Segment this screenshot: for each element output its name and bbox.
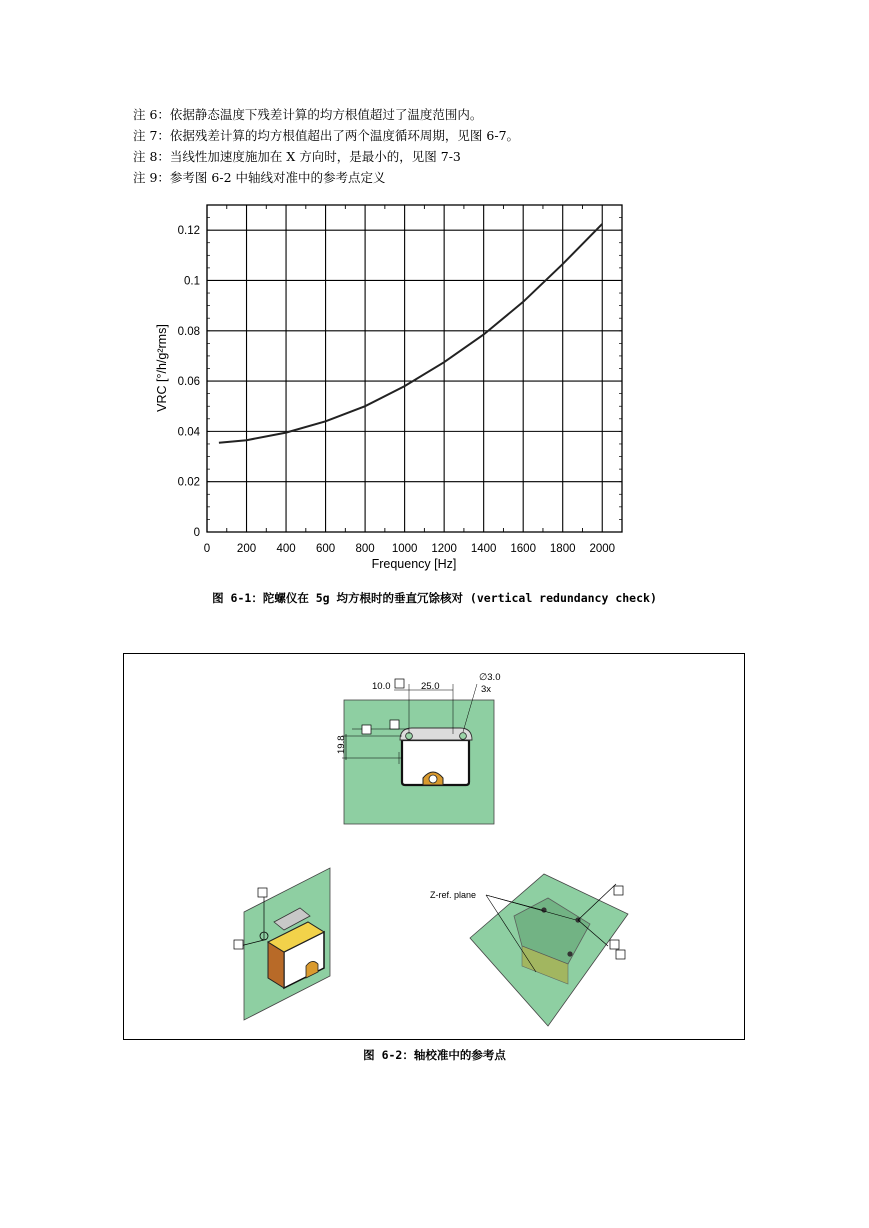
y-axis-label: VRC [°/h/g²rms]	[155, 324, 169, 412]
vrc-chart	[150, 192, 650, 577]
figure-6-2-frame	[123, 653, 745, 1040]
note-6: 注 6：依据静态温度下残差计算的均方根值超过了温度范围内。	[133, 107, 483, 122]
x-tick-label-4: 800	[355, 543, 375, 555]
y-tick-label-0: 0	[193, 527, 200, 539]
zref-plane-label: Z-ref. plane	[430, 890, 477, 900]
iso-left-y-label-box	[234, 940, 243, 949]
x-tick-label-2: 400	[276, 543, 296, 555]
chart-ticks	[207, 205, 622, 532]
y-tick-label-4: 0.08	[177, 325, 200, 338]
plot-frame	[207, 205, 622, 532]
iso-right-z-label-box	[616, 950, 625, 959]
series-line	[219, 224, 602, 443]
notes-block	[133, 104, 519, 188]
y-tick-label-1: 0.02	[177, 476, 200, 489]
reference-point-drawings	[124, 654, 744, 1039]
figure-6-1-caption: 图 6-1：陀螺仪在 5g 均方根时的垂直冗馀核对 (vertical redundancy check)	[212, 591, 657, 605]
mount-hole-right	[460, 733, 467, 740]
z-datum-box-top	[390, 720, 399, 729]
dim-19-8: 19.8	[336, 735, 347, 754]
note-7: 注 7：依据残差计算的均方根值超出了两个温度循环周期，见图 6-7。	[133, 128, 520, 143]
y-tick-label-6: 0.12	[177, 225, 200, 238]
dim-25: 25.0	[421, 681, 440, 692]
x-datum-box-top	[395, 679, 404, 688]
iso-view-left	[234, 868, 330, 1020]
figure-6-2-caption: 图 6-2：轴校准中的参考点	[363, 1048, 506, 1062]
x-tick-labels	[204, 543, 615, 555]
dim-10: 10.0	[372, 681, 391, 692]
x-tick-label-5: 1000	[391, 543, 418, 555]
iso-right-x-label-box	[614, 886, 623, 895]
y-tick-label-2: 0.04	[177, 426, 200, 439]
iso-right-hole-3	[567, 951, 572, 956]
y-tick-label-3: 0.06	[177, 376, 200, 389]
x-tick-label-9: 1800	[549, 543, 576, 555]
dim-3x: 3x	[481, 684, 492, 695]
iso-left-z-label-box	[258, 888, 267, 897]
note-9: 注 9：参考图 6-2 中轴线对准中的参考点定义	[133, 170, 386, 185]
x-tick-label-1: 200	[236, 543, 257, 555]
x-tick-label-3: 600	[315, 543, 336, 555]
chart-grid	[207, 205, 622, 532]
x-tick-label-8: 1600	[510, 543, 536, 555]
x-tick-label-7: 1400	[470, 543, 497, 555]
iso-view-right	[430, 874, 628, 1026]
top-view	[336, 672, 500, 824]
iso-right-y-label-box	[610, 940, 619, 949]
connector-hole	[429, 775, 437, 783]
dim-diameter: ∅3.0	[479, 672, 501, 683]
x-tick-label-10: 2000	[589, 543, 616, 555]
x-tick-label-0: 0	[203, 543, 211, 555]
y-tick-label-5: 0.1	[184, 275, 200, 288]
x-axis-label: Frequency [Hz]	[371, 557, 457, 571]
note-8: 注 8：当线性加速度施加在 X 方向时，是最小的，见图 7-3	[133, 149, 461, 164]
y-tick-labels	[178, 225, 201, 539]
y-datum-box-top	[362, 725, 371, 734]
x-tick-label-6: 1200	[431, 543, 457, 555]
